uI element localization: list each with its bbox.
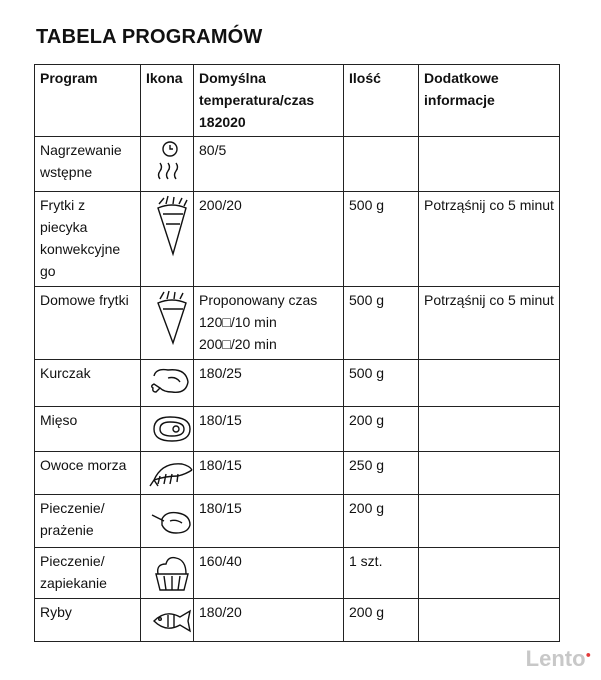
program-name: Ryby bbox=[35, 599, 141, 642]
table-row bbox=[35, 548, 560, 599]
icon-cell bbox=[141, 452, 194, 495]
cupcake-icon bbox=[146, 550, 194, 596]
header-info: Dodatkowe informacje bbox=[419, 65, 560, 137]
program-table bbox=[34, 64, 560, 642]
default-temp: Proponowany czas bbox=[199, 292, 318, 308]
preheat-icon bbox=[146, 139, 194, 189]
header-amount: Ilość bbox=[344, 65, 419, 137]
program-name: Nagrzewanie wstępne bbox=[35, 137, 141, 192]
table-row bbox=[35, 599, 560, 642]
icon-cell bbox=[141, 599, 194, 642]
watermark-logo bbox=[526, 646, 591, 672]
default-temp: 200/20 bbox=[194, 192, 344, 287]
amount bbox=[344, 137, 419, 192]
table-row bbox=[35, 360, 560, 407]
icon-cell bbox=[141, 407, 194, 452]
header-program: Program bbox=[35, 65, 141, 137]
fries-cone-icon bbox=[146, 194, 194, 284]
fish-icon bbox=[146, 601, 194, 639]
default-temp-line: 200□/20 min bbox=[199, 336, 277, 352]
extra-info bbox=[419, 495, 560, 548]
header-icon: Ikona bbox=[141, 65, 194, 137]
default-temp: 180/20 bbox=[194, 599, 344, 642]
default-temp: 80/5 bbox=[194, 137, 344, 192]
table-header-row bbox=[35, 65, 560, 137]
watermark-dot-icon: ● bbox=[585, 649, 591, 660]
extra-info bbox=[419, 599, 560, 642]
amount: 200 g bbox=[344, 495, 419, 548]
table-row bbox=[35, 192, 560, 287]
steak-icon bbox=[146, 409, 194, 449]
extra-info bbox=[419, 137, 560, 192]
watermark-text: Lento bbox=[525, 646, 586, 671]
page-title: TABELA PROGRAMÓW bbox=[36, 26, 263, 48]
amount: 1 szt. bbox=[344, 548, 419, 599]
amount: 500 g bbox=[344, 192, 419, 287]
amount: 250 g bbox=[344, 452, 419, 495]
table-row bbox=[35, 137, 560, 192]
default-temp: 180/15 bbox=[194, 495, 344, 548]
extra-info bbox=[419, 548, 560, 599]
chicken-leg-icon bbox=[146, 362, 194, 404]
amount: 500 g bbox=[344, 287, 419, 360]
roast-icon bbox=[146, 497, 194, 545]
icon-cell bbox=[141, 192, 194, 287]
extra-info bbox=[419, 452, 560, 495]
default-temp: 180/15 bbox=[194, 407, 344, 452]
icon-cell bbox=[141, 548, 194, 599]
table-row bbox=[35, 287, 560, 360]
table-row bbox=[35, 452, 560, 495]
default-temp-line: 120□/10 min bbox=[199, 314, 277, 330]
icon-cell bbox=[141, 137, 194, 192]
default-temp: 180/25 bbox=[194, 360, 344, 407]
icon-cell bbox=[141, 287, 194, 360]
amount: 500 g bbox=[344, 360, 419, 407]
program-name: Frytki z piecyka konwekcyjne go bbox=[35, 192, 141, 287]
program-name: Pieczenie/ prażenie bbox=[35, 495, 141, 548]
table-row bbox=[35, 407, 560, 452]
program-name: Owoce morza bbox=[35, 452, 141, 495]
amount: 200 g bbox=[344, 599, 419, 642]
fries-cone-icon bbox=[146, 289, 194, 357]
amount: 200 g bbox=[344, 407, 419, 452]
default-temp: 180/15 bbox=[194, 452, 344, 495]
program-name: Domowe frytki bbox=[35, 287, 141, 360]
extra-info bbox=[419, 360, 560, 407]
program-name: Pieczenie/ zapiekanie bbox=[35, 548, 141, 599]
extra-info: Potrząśnij co 5 minut bbox=[419, 192, 560, 287]
extra-info: Potrząśnij co 5 minut bbox=[419, 287, 560, 360]
default-temp-cell bbox=[194, 287, 344, 360]
extra-info bbox=[419, 407, 560, 452]
header-temperature: Domyślna temperatura/czas 182020 bbox=[194, 65, 344, 137]
default-temp: 160/40 bbox=[194, 548, 344, 599]
program-name: Mięso bbox=[35, 407, 141, 452]
shrimp-icon bbox=[146, 454, 194, 492]
icon-cell bbox=[141, 495, 194, 548]
table-row bbox=[35, 495, 560, 548]
program-name: Kurczak bbox=[35, 360, 141, 407]
icon-cell bbox=[141, 360, 194, 407]
